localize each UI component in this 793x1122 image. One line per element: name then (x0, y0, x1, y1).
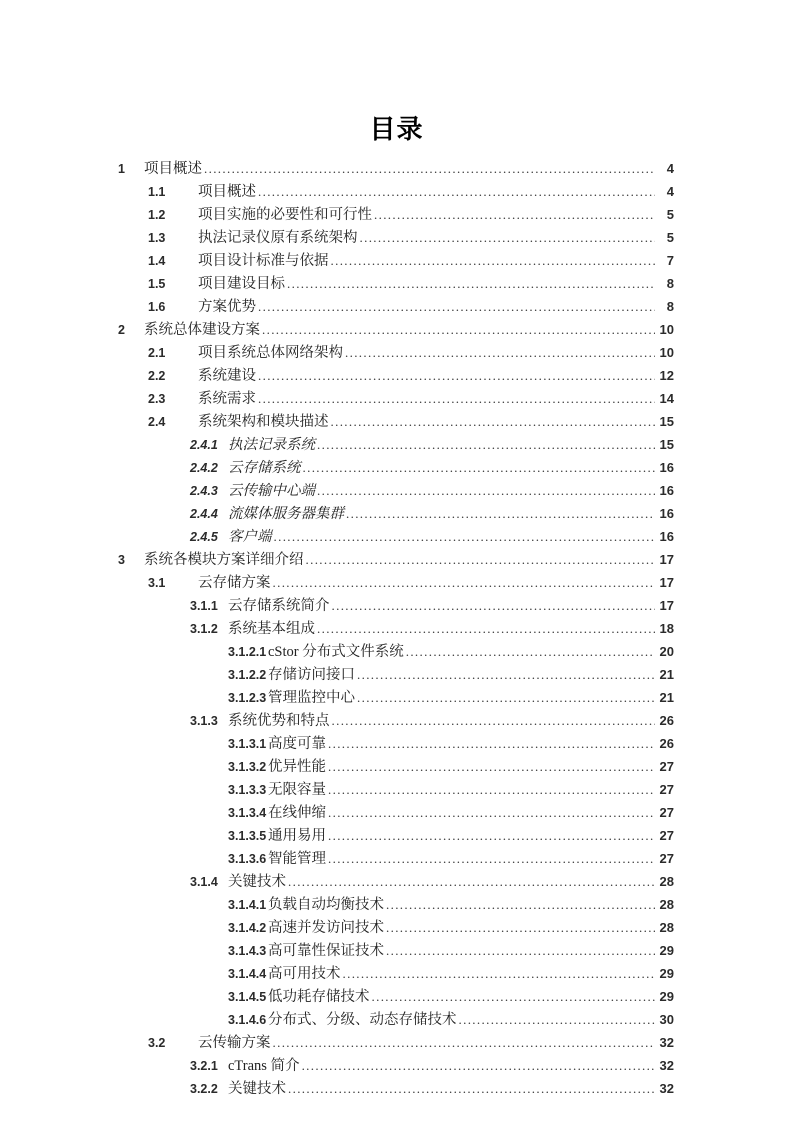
toc-entry[interactable] (118, 157, 674, 180)
toc-entry[interactable] (118, 479, 674, 502)
toc-entry-number: 3.1.3.3 (228, 783, 267, 797)
toc-entry-label: 系统建设 (198, 368, 256, 384)
toc-entry-label: 系统架构和模块描述 (198, 414, 329, 430)
toc-entry[interactable] (118, 410, 674, 433)
toc-entry[interactable] (118, 686, 674, 709)
toc-entry-label: 系统总体建设方案 (144, 322, 260, 338)
toc-entry-number: 3.1.4.5 (228, 990, 267, 1004)
toc-entry-label: 关键技术 (228, 874, 286, 890)
toc-dot-leader (258, 300, 655, 318)
toc-entry-label: 系统优势和特点 (228, 713, 330, 729)
toc-entry-page-number: 32 (659, 1035, 674, 1050)
toc-entry-label: 系统基本组成 (228, 621, 315, 637)
toc-entry-page-number: 27 (659, 851, 674, 866)
toc-entry-page-number: 27 (659, 759, 674, 774)
toc-dot-leader (372, 990, 656, 1008)
toc-entry-page-number: 15 (659, 437, 674, 452)
toc-entry[interactable] (118, 870, 674, 893)
toc-dot-leader (258, 185, 655, 203)
toc-entry[interactable] (118, 962, 674, 985)
toc-entry-label: 分布式、分级、动态存储技术 (268, 1012, 457, 1028)
toc-entry[interactable] (118, 893, 674, 916)
toc-entry[interactable] (118, 364, 674, 387)
toc-entry-number: 3.1.3.4 (228, 806, 267, 820)
toc-dot-leader (258, 369, 655, 387)
toc-entry[interactable] (118, 571, 674, 594)
toc-dot-leader (204, 162, 655, 180)
toc-entry-page-number: 8 (666, 276, 674, 291)
toc-entry-label: 执法记录仪原有系统架构 (198, 230, 358, 246)
toc-entry[interactable] (118, 1031, 674, 1054)
toc-entry-label: 云存储方案 (198, 575, 271, 591)
toc-entry[interactable] (118, 1077, 674, 1100)
toc-entry[interactable] (118, 341, 674, 364)
toc-entry-number: 2.4.1 (190, 438, 218, 452)
toc-entry[interactable] (118, 502, 674, 525)
toc-entry-page-number: 28 (659, 897, 674, 912)
toc-entry-number: 2.4.2 (190, 461, 218, 475)
toc-entry-page-number: 15 (659, 414, 674, 429)
toc-dot-leader (273, 576, 656, 594)
toc-entry[interactable] (118, 548, 674, 571)
toc-dot-leader (273, 1036, 656, 1054)
toc-dot-leader (274, 530, 656, 548)
toc-dot-leader (303, 461, 656, 479)
toc-entry-number: 1.5 (148, 277, 166, 291)
toc-entry-number: 1.2 (148, 208, 166, 222)
toc-dot-leader (287, 277, 655, 295)
toc-entry-page-number: 16 (659, 460, 674, 475)
toc-entry-page-number: 28 (659, 874, 674, 889)
toc-entry-number: 3.1.4.6 (228, 1013, 267, 1027)
toc-entry-label: 云传输中心端 (228, 483, 315, 499)
toc-entry[interactable] (118, 847, 674, 870)
toc-entry-label: 项目建设目标 (198, 276, 285, 292)
toc-entry[interactable] (118, 640, 674, 663)
toc-dot-leader (332, 714, 656, 732)
toc-entry-number: 2.4 (148, 415, 166, 429)
toc-dot-leader (258, 392, 655, 410)
page-title: 目录 (369, 115, 424, 145)
toc-dot-leader (317, 484, 655, 502)
toc-dot-leader (346, 507, 655, 525)
toc-entry-page-number: 4 (666, 184, 674, 199)
toc-entry-label: 系统各模块方案详细介绍 (144, 552, 304, 568)
toc-entry[interactable] (118, 226, 674, 249)
toc-entry-page-number: 27 (659, 782, 674, 797)
toc-entry-page-number: 29 (659, 943, 674, 958)
toc-entry[interactable] (118, 985, 674, 1008)
toc-entry-label: 优异性能 (268, 759, 326, 775)
toc-entry-page-number: 16 (659, 483, 674, 498)
toc-entry[interactable] (118, 594, 674, 617)
toc-entry[interactable] (118, 180, 674, 203)
table-of-contents (118, 157, 674, 1100)
toc-dot-leader (343, 967, 656, 985)
toc-entry-label: 在线伸缩 (268, 805, 326, 821)
toc-entry-page-number: 8 (666, 299, 674, 314)
toc-dot-leader (288, 1082, 655, 1100)
toc-entry-label: 管理监控中心 (268, 690, 355, 706)
toc-entry[interactable] (118, 525, 674, 548)
toc-entry[interactable] (118, 755, 674, 778)
toc-entry-page-number: 16 (659, 506, 674, 521)
toc-dot-leader (302, 1059, 655, 1077)
toc-dot-leader (317, 622, 655, 640)
toc-entry-page-number: 14 (659, 391, 674, 406)
toc-entry[interactable] (118, 939, 674, 962)
toc-entry-label: 执法记录系统 (228, 437, 315, 453)
toc-entry-page-number: 21 (659, 667, 674, 682)
toc-entry-label: 低功耗存储技术 (268, 989, 370, 1005)
toc-entry-number: 3.1.3.6 (228, 852, 267, 866)
toc-entry-number: 2 (118, 323, 125, 337)
toc-dot-leader (328, 783, 655, 801)
toc-entry-number: 2.4.3 (190, 484, 218, 498)
toc-dot-leader (386, 898, 655, 916)
toc-entry-number: 1.4 (148, 254, 166, 268)
toc-entry[interactable] (118, 433, 674, 456)
toc-dot-leader (386, 921, 655, 939)
toc-entry-page-number: 27 (659, 828, 674, 843)
toc-entry-page-number: 29 (659, 989, 674, 1004)
toc-dot-leader (288, 875, 655, 893)
toc-entry-page-number: 12 (659, 368, 674, 383)
toc-entry-number: 3.1.2.1 (228, 645, 267, 659)
toc-entry[interactable] (118, 824, 674, 847)
toc-entry[interactable] (118, 387, 674, 410)
toc-entry-number: 3.2.1 (190, 1059, 218, 1073)
toc-entry-number: 3 (118, 553, 125, 567)
toc-entry-label: 高速并发访问技术 (268, 920, 384, 936)
toc-dot-leader (328, 760, 655, 778)
toc-dot-leader (360, 231, 656, 249)
toc-dot-leader (386, 944, 655, 962)
toc-entry-label: 高可用技术 (268, 966, 341, 982)
toc-entry-label: 项目系统总体网络架构 (198, 345, 343, 361)
toc-entry-page-number: 16 (659, 529, 674, 544)
toc-dot-leader (317, 438, 655, 456)
toc-entry-page-number: 20 (659, 644, 674, 659)
toc-entry-label: 关键技术 (228, 1081, 286, 1097)
toc-entry[interactable] (118, 456, 674, 479)
toc-entry[interactable] (118, 617, 674, 640)
toc-entry-page-number: 27 (659, 805, 674, 820)
toc-entry-label: 云传输方案 (198, 1035, 271, 1051)
toc-entry[interactable] (118, 663, 674, 686)
toc-entry-label: 高可靠性保证技术 (268, 943, 384, 959)
toc-entry[interactable] (118, 272, 674, 295)
toc-entry-label: cStor 分布式文件系统 (268, 644, 404, 660)
toc-entry-label: 高度可靠 (268, 736, 326, 752)
toc-entry-number: 3.1.2 (190, 622, 218, 636)
toc-entry-number: 2.3 (148, 392, 166, 406)
toc-entry-number: 3.2 (148, 1036, 166, 1050)
toc-entry-number: 3.1.4.3 (228, 944, 267, 958)
toc-entry-label: 存储访问接口 (268, 667, 355, 683)
toc-entry-label: 项目实施的必要性和可行性 (198, 207, 372, 223)
toc-entry[interactable] (118, 318, 674, 341)
toc-entry-number: 3.1.4 (190, 875, 218, 889)
toc-entry-page-number: 26 (659, 736, 674, 751)
toc-entry[interactable] (118, 1054, 674, 1077)
toc-entry-label: 项目概述 (144, 161, 202, 177)
toc-entry-page-number: 28 (659, 920, 674, 935)
toc-entry-number: 3.1.2.3 (228, 691, 267, 705)
toc-entry-label: 流媒体服务器集群 (228, 506, 344, 522)
toc-entry-page-number: 5 (666, 230, 674, 245)
toc-entry-label: 客户端 (228, 529, 272, 545)
toc-entry-number: 3.1.3.2 (228, 760, 267, 774)
toc-entry-label: 云存储系统 (228, 460, 301, 476)
toc-entry[interactable] (118, 249, 674, 272)
toc-entry-label: 云存储系统简介 (228, 598, 330, 614)
toc-entry-number: 1.6 (148, 300, 166, 314)
toc-entry-number: 1.3 (148, 231, 166, 245)
toc-entry-number: 1 (118, 162, 125, 176)
toc-entry-label: 通用易用 (268, 828, 326, 844)
toc-dot-leader (331, 415, 656, 433)
toc-dot-leader (306, 553, 656, 571)
toc-dot-leader (406, 645, 655, 663)
toc-entry-label: 无限容量 (268, 782, 326, 798)
toc-entry-number: 3.1.4.4 (228, 967, 267, 981)
toc-entry[interactable] (118, 732, 674, 755)
toc-entry[interactable] (118, 709, 674, 732)
toc-entry-number: 3.1.2.2 (228, 668, 267, 682)
toc-dot-leader (262, 323, 655, 341)
toc-entry-number: 1.1 (148, 185, 166, 199)
toc-entry[interactable] (118, 1008, 674, 1031)
toc-entry-page-number: 30 (659, 1012, 674, 1027)
toc-dot-leader (459, 1013, 656, 1031)
toc-entry-page-number: 26 (659, 713, 674, 728)
toc-entry-page-number: 7 (666, 253, 674, 268)
toc-entry[interactable] (118, 801, 674, 824)
toc-entry-page-number: 5 (666, 207, 674, 222)
toc-dot-leader (328, 737, 655, 755)
toc-entry-page-number: 21 (659, 690, 674, 705)
toc-dot-leader (328, 829, 655, 847)
toc-entry-page-number: 32 (659, 1081, 674, 1096)
toc-entry[interactable] (118, 916, 674, 939)
toc-entry-number: 3.1.3 (190, 714, 218, 728)
toc-entry-page-number: 17 (659, 575, 674, 590)
toc-entry-page-number: 32 (659, 1058, 674, 1073)
toc-entry-number: 3.1.4.2 (228, 921, 267, 935)
toc-entry-page-number: 17 (659, 552, 674, 567)
toc-entry-page-number: 18 (659, 621, 674, 636)
toc-entry[interactable] (118, 295, 674, 318)
toc-entry-page-number: 4 (666, 161, 674, 176)
toc-entry-number: 2.2 (148, 369, 166, 383)
toc-dot-leader (374, 208, 655, 226)
toc-entry-label: 方案优势 (198, 299, 256, 315)
toc-dot-leader (357, 691, 655, 709)
toc-entry[interactable] (118, 203, 674, 226)
toc-entry-number: 3.1.1 (190, 599, 218, 613)
toc-entry-label: 项目概述 (198, 184, 256, 200)
toc-entry-number: 3.1 (148, 576, 166, 590)
toc-entry-label: cTrans 简介 (228, 1058, 300, 1074)
toc-dot-leader (345, 346, 655, 364)
toc-entry-page-number: 10 (659, 345, 674, 360)
toc-entry-number: 2.4.4 (190, 507, 218, 521)
toc-entry-number: 3.1.4.1 (228, 898, 267, 912)
toc-entry-number: 3.1.3.5 (228, 829, 267, 843)
toc-dot-leader (328, 852, 655, 870)
toc-entry[interactable] (118, 778, 674, 801)
toc-entry-page-number: 10 (659, 322, 674, 337)
toc-dot-leader (328, 806, 655, 824)
toc-entry-label: 系统需求 (198, 391, 256, 407)
toc-entry-label: 智能管理 (268, 851, 326, 867)
toc-entry-number: 2.4.5 (190, 530, 218, 544)
toc-entry-page-number: 17 (659, 598, 674, 613)
toc-dot-leader (332, 599, 656, 617)
toc-entry-page-number: 29 (659, 966, 674, 981)
toc-entry-label: 负载自动均衡技术 (268, 897, 384, 913)
toc-entry-label: 项目设计标准与依据 (198, 253, 329, 269)
toc-entry-number: 3.2.2 (190, 1082, 218, 1096)
toc-dot-leader (331, 254, 656, 272)
toc-entry-number: 3.1.3.1 (228, 737, 267, 751)
toc-entry-number: 2.1 (148, 346, 166, 360)
toc-dot-leader (357, 668, 655, 686)
